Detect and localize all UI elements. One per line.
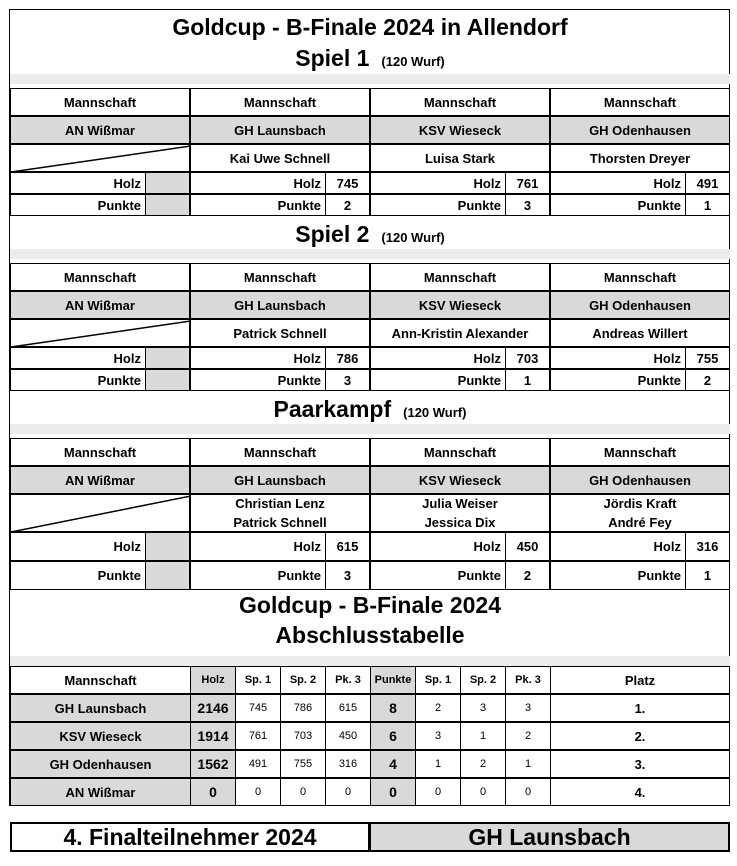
column-header: Mannschaft [370,438,550,466]
punkte-label: Punkte [370,561,506,590]
holz-label: Holz [190,347,326,369]
col-sp2-points-value: 3 [460,694,506,722]
column-header: Mannschaft [190,88,370,116]
col-sp1-points-value: 0 [415,778,461,806]
section-title [10,44,730,72]
column-header: Mannschaft [190,438,370,466]
punkte-label: Punkte [370,194,506,216]
holz-label: Holz [190,532,326,561]
column-header: Mannschaft [10,438,190,466]
col-holz-value: 0 [190,778,236,806]
punkte-label: Punkte [10,194,146,216]
section-name: Spiel 1 [295,45,370,71]
team-name: GH Launsbach [190,466,370,494]
section-title [10,395,730,423]
player-name: Kai Uwe Schnell [229,150,331,166]
team-name: KSV Wieseck [370,116,550,144]
col-punkte-value: 0 [370,778,416,806]
player-names [370,144,550,172]
col-pk3-points-value: 1 [505,750,551,778]
holz-value: 786 [325,347,370,369]
footer-team: GH Launsbach [369,822,730,852]
col-sp1-value: 745 [235,694,281,722]
column-header: Mannschaft [550,88,730,116]
punkte-value [145,194,190,216]
col-punkte-value: 4 [370,750,416,778]
page-title: Goldcup - B-Finale 2024 in Allendorf [172,14,568,40]
column-header: Mannschaft [370,263,550,291]
empty-player-cell [10,494,190,532]
player-name: Luisa Stark [424,150,496,166]
col-mannschaft-header: Mannschaft [10,666,191,694]
separator-band [10,249,730,259]
col-mannschaft-value: AN Wißmar [10,778,191,806]
col-sp2-value: 786 [280,694,326,722]
col-holz-value: 1562 [190,750,236,778]
col-pk3-header: Pk. 3 [325,666,371,694]
team-name: AN Wißmar [10,116,190,144]
team-name: GH Launsbach [190,291,370,319]
player-name: Julia Weiser [422,496,498,511]
holz-label: Holz [370,172,506,194]
col-pk3-value: 615 [325,694,371,722]
col-punkte-header: Punkte [370,666,416,694]
player-names [190,494,370,532]
holz-value: 745 [325,172,370,194]
col-sp2-value: 755 [280,750,326,778]
holz-value [145,172,190,194]
column-header: Mannschaft [10,263,190,291]
punkte-value: 1 [505,369,550,391]
player-names [550,494,730,532]
col-sp2-value: 0 [280,778,326,806]
punkte-value: 2 [505,561,550,590]
separator-band [10,74,730,84]
col-sp2-points-value: 1 [460,722,506,750]
punkte-value [145,369,190,391]
team-name: GH Odenhausen [550,291,730,319]
player-names [550,319,730,347]
punkte-label: Punkte [10,369,146,391]
section-title [10,220,730,248]
col-mannschaft-value: GH Launsbach [10,694,191,722]
holz-value: 316 [685,532,730,561]
holz-value: 615 [325,532,370,561]
section-note: (120 Wurf) [381,54,445,69]
player-name: André Fey [608,515,672,530]
punkte-value: 3 [325,561,370,590]
punkte-label: Punkte [550,369,686,391]
col-sp1-header: Sp. 1 [235,666,281,694]
holz-label: Holz [10,172,146,194]
empty-player-cell [10,144,190,172]
player-name: Thorsten Dreyer [589,150,691,166]
col-sp1-value: 491 [235,750,281,778]
diagonal-line [11,495,190,532]
punkte-label: Punkte [370,369,506,391]
column-header: Mannschaft [190,263,370,291]
column-header: Mannschaft [550,263,730,291]
diagonal-line [11,145,190,172]
col-pk3-value: 450 [325,722,371,750]
player-names [550,144,730,172]
holz-value: 755 [685,347,730,369]
section-name: Paarkampf [273,396,392,422]
col-platz-value: 3. [550,750,730,778]
col-sp1-points-value: 1 [415,750,461,778]
col-sp1-points-value: 3 [415,722,461,750]
col-sp2-points-value: 2 [460,750,506,778]
team-name: GH Odenhausen [550,116,730,144]
holz-label: Holz [550,532,686,561]
col-sp1-points-value: 2 [415,694,461,722]
team-name: KSV Wieseck [370,291,550,319]
team-name: KSV Wieseck [370,466,550,494]
player-name: Patrick Schnell [233,325,327,341]
col-sp2-points-value: 0 [460,778,506,806]
player-names [190,144,370,172]
footer-label: 4. Finalteilnehmer 2024 [10,822,370,852]
punkte-label: Punkte [190,369,326,391]
section-name: Spiel 2 [295,221,370,247]
punkte-value [145,561,190,590]
holz-value: 491 [685,172,730,194]
punkte-value: 1 [685,561,730,590]
holz-label: Holz [550,347,686,369]
holz-value: 450 [505,532,550,561]
col-platz-header: Platz [550,666,730,694]
punkte-label: Punkte [190,561,326,590]
holz-label: Holz [370,532,506,561]
punkte-value: 3 [505,194,550,216]
player-names [370,494,550,532]
col-holz-value: 2146 [190,694,236,722]
col-platz-value: 4. [550,778,730,806]
punkte-value: 2 [325,194,370,216]
punkte-label: Punkte [190,194,326,216]
holz-label: Holz [10,347,146,369]
holz-value [145,532,190,561]
col-platz-value: 1. [550,694,730,722]
column-header: Mannschaft [550,438,730,466]
holz-value [145,347,190,369]
final-title: Goldcup - B-Finale 2024 [239,592,501,618]
player-names [370,319,550,347]
separator-band [10,656,730,666]
column-header: Mannschaft [370,88,550,116]
player-name: Jördis Kraft [603,496,677,511]
column-header: Mannschaft [10,88,190,116]
punkte-value: 2 [685,369,730,391]
col-pk3-value: 0 [325,778,371,806]
holz-value: 703 [505,347,550,369]
col-sp2-header: Sp. 2 [280,666,326,694]
col-pk3-points-header: Pk. 3 [505,666,551,694]
punkte-label: Punkte [550,194,686,216]
col-pk3-points-value: 0 [505,778,551,806]
player-name: Andreas Willert [592,325,688,341]
team-name: AN Wißmar [10,291,190,319]
col-mannschaft-value: GH Odenhausen [10,750,191,778]
player-name: Ann-Kristin Alexander [391,325,529,341]
player-names [190,319,370,347]
col-sp1-value: 0 [235,778,281,806]
col-punkte-value: 8 [370,694,416,722]
player-name: Patrick Schnell [233,515,327,530]
col-sp1-points-header: Sp. 1 [415,666,461,694]
col-mannschaft-value: KSV Wieseck [10,722,191,750]
holz-label: Holz [10,532,146,561]
punkte-label: Punkte [550,561,686,590]
section-note: (120 Wurf) [403,405,467,420]
diagonal-line [11,320,190,347]
punkte-label: Punkte [10,561,146,590]
player-name: Christian Lenz [235,496,325,511]
col-sp1-value: 761 [235,722,281,750]
holz-label: Holz [550,172,686,194]
col-sp2-value: 703 [280,722,326,750]
col-pk3-points-value: 2 [505,722,551,750]
team-name: AN Wißmar [10,466,190,494]
punkte-value: 3 [325,369,370,391]
team-name: GH Odenhausen [550,466,730,494]
col-pk3-value: 316 [325,750,371,778]
separator-band [10,424,730,434]
holz-label: Holz [190,172,326,194]
col-platz-value: 2. [550,722,730,750]
punkte-value: 1 [685,194,730,216]
holz-label: Holz [370,347,506,369]
col-pk3-points-value: 3 [505,694,551,722]
empty-player-cell [10,319,190,347]
col-holz-header: Holz [190,666,236,694]
final-subtitle: Abschlusstabelle [275,622,465,648]
col-punkte-value: 6 [370,722,416,750]
col-holz-value: 1914 [190,722,236,750]
section-note: (120 Wurf) [381,230,445,245]
holz-value: 761 [505,172,550,194]
team-name: GH Launsbach [190,116,370,144]
player-name: Jessica Dix [424,515,496,530]
col-sp2-points-header: Sp. 2 [460,666,506,694]
